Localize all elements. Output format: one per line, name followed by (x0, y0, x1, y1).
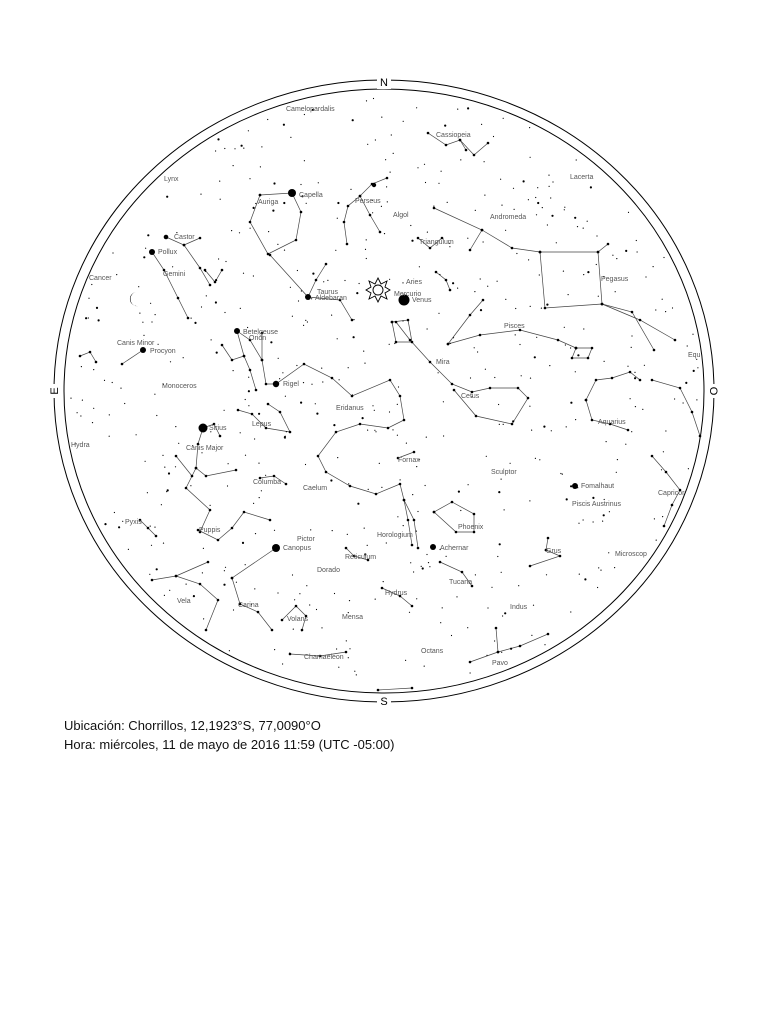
constellation-label: Hydrus (385, 590, 408, 597)
constellation-label: Cancer (89, 275, 112, 282)
constellation-label: Pegasus (601, 276, 629, 283)
compass-east: E (48, 387, 61, 395)
bright-star (140, 347, 146, 353)
star-label: Pollux (158, 249, 178, 256)
constellation-label: Capricor (658, 490, 685, 497)
constellation-label: Canis Minor (117, 340, 155, 347)
constellation-label: Equ (688, 352, 701, 359)
constellation-label: Fornax (398, 457, 420, 464)
constellation-label: Volans (287, 616, 309, 623)
constellation-label: Piscis Austrinus (572, 501, 622, 508)
constellation-label: Pisces (504, 323, 525, 330)
constellation-label: Cassiopeia (436, 132, 471, 139)
star-label: Procyon (150, 348, 176, 355)
constellation-label: Lynx (164, 176, 179, 183)
constellation-label: Chamaeleon (304, 654, 344, 661)
bright-star (372, 183, 376, 187)
constellation-label: Mira (436, 359, 450, 366)
mercury-label: Mercurio (394, 291, 422, 298)
constellation-label: Triangulum (419, 239, 454, 246)
bright-star (199, 424, 208, 433)
inner-horizon-ring (64, 89, 704, 693)
star-labels (150, 192, 614, 552)
compass-west: O (707, 386, 720, 396)
venus-label: Venus (412, 297, 432, 304)
constellation-label: Horologium (377, 532, 413, 539)
constellation-label: Andromeda (490, 214, 527, 221)
constellation-label: Indus (510, 604, 528, 611)
bright-star (430, 544, 436, 550)
constellation-label: Octans (421, 648, 444, 655)
constellation-labels (71, 106, 701, 667)
compass-south: S (380, 696, 388, 708)
constellation-label: Canis Major (186, 445, 224, 452)
crescent-moon-icon (130, 292, 138, 306)
bright-star (273, 381, 279, 387)
constellation-label: Mensa (342, 614, 364, 621)
constellation-label: Monoceros (162, 383, 197, 390)
bright-star (272, 544, 280, 552)
constellation-label: Camelopardalis (286, 106, 335, 113)
constellation-label: Vela (177, 598, 191, 605)
star-label: Castor (174, 234, 195, 241)
constellation-label: Aries (406, 279, 422, 286)
constellation-label: Tucana (449, 579, 473, 586)
star-label: Capella (299, 192, 323, 199)
constellation-label: Auriga (258, 199, 279, 206)
constellation-label: Puppis (199, 527, 221, 534)
constellation-label: Aquarius (598, 419, 626, 426)
constellation-lines (80, 133, 700, 690)
constellation-label: Carina (238, 602, 259, 609)
star-label: Aldebaran (315, 295, 347, 302)
outer-horizon-ring (54, 80, 714, 702)
constellation-label: Columba (253, 479, 282, 486)
star-label: Canopus (283, 545, 312, 552)
constellation-label: Lacerta (570, 174, 594, 181)
constellation-label: Grus (546, 548, 562, 555)
star-label: Rigel (283, 381, 299, 388)
bright-star (288, 189, 296, 197)
constellation-label: Hydra (71, 442, 90, 449)
compass-north: N (380, 77, 388, 89)
constellation-label: Pictor (297, 536, 315, 543)
constellation-label: Cetus (461, 393, 480, 400)
star-label: Fomalhaut (581, 483, 615, 490)
constellation-label: Perseus (355, 198, 381, 205)
location-caption: Ubicación: Chorrillos, 12,1923°S, 77,0090°O (64, 718, 321, 733)
constellation-label: Reticulum (345, 554, 377, 561)
constellation-label: Dorado (317, 567, 340, 574)
bright-star (149, 249, 155, 255)
bright-star (164, 235, 169, 240)
star-label: Algol (393, 212, 409, 219)
constellation-label: Lepus (252, 421, 272, 428)
constellation-label: Phoenix (458, 524, 484, 531)
bright-star (234, 328, 240, 334)
constellation-label: Gemini (163, 271, 186, 278)
star-label: Betelgeuse (243, 329, 279, 336)
constellation-label: Orion (249, 335, 267, 342)
constellation-label: Pavo (492, 660, 508, 667)
time-caption: Hora: miércoles, 11 de mayo de 2016 11:59 (UTC -05:00) (64, 737, 395, 752)
star-label: Achernar (440, 545, 469, 552)
constellation-label: Caelum (303, 485, 328, 492)
bright-star (305, 294, 311, 300)
constellation-label: Microscop (615, 551, 647, 558)
bright-stars (140, 183, 578, 552)
constellation-label: Sculptor (491, 469, 517, 476)
constellation-label: Pyxis (125, 519, 142, 526)
constellation-label: Eridanus (336, 405, 364, 412)
star-label: Sirius (209, 425, 227, 432)
bright-star (572, 483, 578, 489)
constellation-label: Taurus (317, 289, 339, 296)
sun-icon (366, 278, 390, 302)
